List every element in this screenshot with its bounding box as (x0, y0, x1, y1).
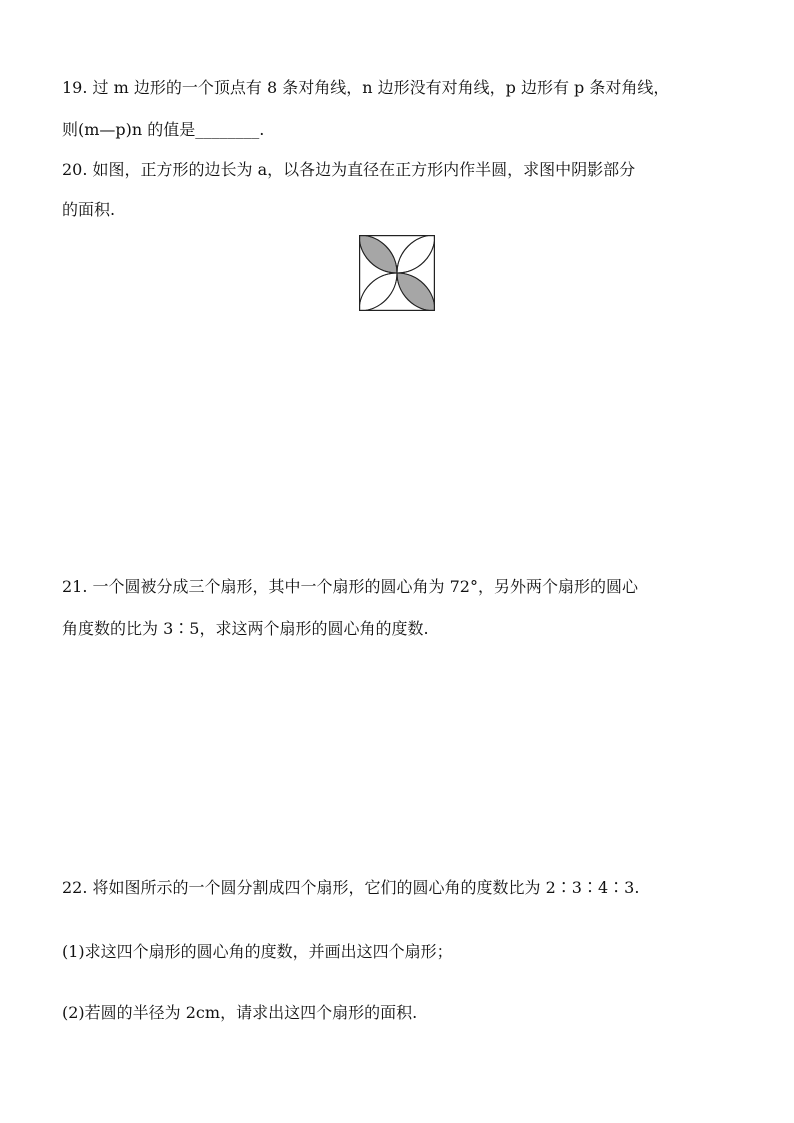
white-petal-top-right (397, 235, 435, 273)
q22-part-2: (2)若圆的半径为 2cm，请求出这四个扇形的面积. (62, 1003, 418, 1022)
shaded-petal-top-left (359, 235, 397, 273)
q21-line-1: 21. 一个圆被分成三个扇形，其中一个扇形的圆心角为 72°，另外两个扇形的圆心 (62, 577, 638, 596)
square-semicircle-figure (359, 235, 435, 311)
q19-line-1: 19. 过 m 边形的一个顶点有 8 条对角线，n 边形没有对角线，p 边形有 p 条对角线， (62, 78, 670, 97)
q19-line-2: 则(m—p)n 的值是________. (62, 120, 265, 139)
q22-part-1: (1)求这四个扇形的圆心角的度数，并画出这四个扇形； (62, 942, 453, 961)
q20-line-2: 的面积. (62, 200, 116, 219)
shaded-petal-bottom-right (397, 273, 435, 311)
q20-line-1: 20. 如图，正方形的边长为 a，以各边为直径在正方形内作半圆，求图中阴影部分 (62, 160, 636, 179)
q22-line-1: 22. 将如图所示的一个圆分割成四个扇形，它们的圆心角的度数比为 2∶3∶4∶3. (62, 878, 640, 897)
q21-line-2: 角度数的比为 3∶5，求这两个扇形的圆心角的度数. (62, 619, 429, 638)
white-petal-bottom-left (359, 273, 397, 311)
